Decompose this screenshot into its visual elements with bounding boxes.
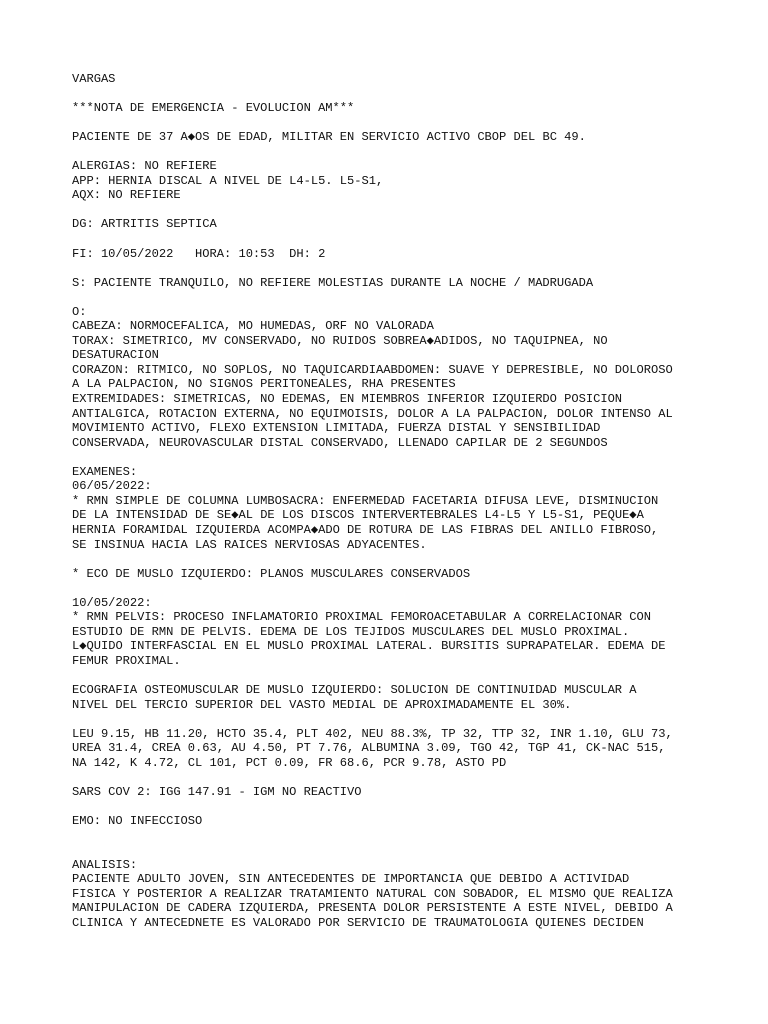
doc-line: HERNIA FORAMIDAL IZQUIERDA ACOMPA◆ADO DE ROTURA DE LAS FIBRAS DEL ANILLO FIBROSO, xyxy=(72,522,659,537)
doc-line: ALERGIAS: NO REFIERE xyxy=(72,159,217,174)
doc-line: CLINICA Y ANTECEDNETE ES VALORADO POR SERVICIO DE TRAUMATOLOGIA QUIENES DECIDEN xyxy=(72,915,644,930)
blank-line xyxy=(72,668,712,683)
doc-line: ESTUDIO DE RMN DE PELVIS. EDEMA DE LOS TEJIDOS MUSCULARES DEL MUSLO PROXIMAL. xyxy=(72,624,630,639)
doc-line: L◆QUIDO INTERFASCIAL EN EL MUSLO PROXIMAL LATERAL. BURSITIS SUPRAPATELAR. EDEMA DE xyxy=(72,639,666,654)
doc-line: PACIENTE DE 37 A◆OS DE EDAD, MILITAR EN SERVICIO ACTIVO CBOP DEL BC 49. xyxy=(72,130,586,145)
doc-line: PACIENTE ADULTO JOVEN, SIN ANTECEDENTES DE IMPORTANCIA QUE DEBIDO A ACTIVIDAD xyxy=(72,872,630,887)
blank-line xyxy=(72,581,712,596)
blank-line xyxy=(72,799,712,814)
doc-line: APP: HERNIA DISCAL A NIVEL DE L4-L5. L5-S1, xyxy=(72,173,384,188)
blank-line xyxy=(72,116,712,131)
doc-line: FI: 10/05/2022 HORA: 10:53 DH: 2 xyxy=(72,246,326,261)
doc-line: MOVIMIENTO ACTIVO, FLEXO EXTENSION LIMITADA, FUERZA DISTAL Y SENSIBILIDAD xyxy=(72,421,601,436)
doc-line: FEMUR PROXIMAL. xyxy=(72,653,181,668)
doc-line: NIVEL DEL TERCIO SUPERIOR DEL VASTO MEDIAL DE APROXIMADAMENTE EL 30%. xyxy=(72,697,572,712)
doc-line: A LA PALPACION, NO SIGNOS PERITONEALES, RHA PRESENTES xyxy=(72,377,456,392)
doc-line: LEU 9.15, HB 11.20, HCTO 35.4, PLT 402, NEU 88.3%, TP 32, TTP 32, INR 1.10, GLU 73, xyxy=(72,726,673,741)
doc-line: MANIPULACION DE CADERA IZQUIERDA, PRESENTA DOLOR PERSISTENTE A ESTE NIVEL, DEBIDO A xyxy=(72,901,673,916)
blank-line xyxy=(72,712,712,727)
doc-line: EMO: NO INFECCIOSO xyxy=(72,813,203,828)
doc-line: O: xyxy=(72,304,87,319)
doc-line: FISICA Y POSTERIOR A REALIZAR TRATAMIENTO NATURAL CON SOBADOR, EL MISMO QUE REALIZA xyxy=(72,886,673,901)
doc-line: SE INSINUA HACIA LAS RAICES NERVIOSAS ADYACENTES. xyxy=(72,537,427,552)
doc-line: CORAZON: RITMICO, NO SOPLOS, NO TAQUICARDIAABDOMEN: SUAVE Y DEPRESIBLE, NO DOLOROSO xyxy=(72,362,673,377)
doc-line: NA 142, K 4.72, CL 101, PCT 0.09, FR 68.6, PCR 9.78, ASTO PD xyxy=(72,755,507,770)
doc-line: TORAX: SIMETRICO, MV CONSERVADO, NO RUIDOS SOBREA◆ADIDOS, NO TAQUIPNEA, NO xyxy=(72,333,608,348)
doc-line: DESATURACION xyxy=(72,348,159,363)
doc-line: VARGAS xyxy=(72,72,116,86)
doc-line: DG: ARTRITIS SEPTICA xyxy=(72,217,217,232)
blank-line xyxy=(72,203,712,218)
blank-line xyxy=(72,552,712,567)
blank-line xyxy=(72,87,712,102)
doc-line: DE LA INTENSIDAD DE SE◆AL DE LOS DISCOS INTERVERTEBRALES L4-L5 Y L5-S1, PEQUE◆A xyxy=(72,508,644,523)
doc-line: ***NOTA DE EMERGENCIA - EVOLUCION AM*** xyxy=(72,101,355,116)
doc-line: * ECO DE MUSLO IZQUIERDO: PLANOS MUSCULARES CONSERVADOS xyxy=(72,566,471,581)
doc-line: 10/05/2022: xyxy=(72,595,152,610)
doc-line: * RMN SIMPLE DE COLUMNA LUMBOSACRA: ENFERMEDAD FACETARIA DIFUSA LEVE, DISMINUCION xyxy=(72,493,659,508)
blank-line xyxy=(72,770,712,785)
doc-line: ANTIALGICA, ROTACION EXTERNA, NO EQUIMOISIS, DOLOR A LA PALPACION, DOLOR INTENSO AL xyxy=(72,406,673,421)
blank-line xyxy=(72,261,712,276)
blank-line xyxy=(72,145,712,160)
doc-line: ANALISIS: xyxy=(72,857,138,872)
doc-line: UREA 31.4, CREA 0.63, AU 4.50, PT 7.76, ALBUMINA 3.09, TGO 42, TGP 41, CK-NAC 515, xyxy=(72,741,666,756)
doc-line: EXTREMIDADES: SIMETRICAS, NO EDEMAS, EN MIEMBROS INFERIOR IZQUIERDO POSICION xyxy=(72,392,623,407)
blank-line xyxy=(72,290,712,305)
doc-line: SARS COV 2: IGG 147.91 - IGM NO REACTIVO xyxy=(72,784,362,799)
doc-line: 06/05/2022: xyxy=(72,479,152,494)
doc-line: * RMN PELVIS: PROCESO INFLAMATORIO PROXIMAL FEMOROACETABULAR A CORRELACIONAR CON xyxy=(72,610,651,625)
doc-line: EXAMENES: xyxy=(72,464,138,479)
doc-line: S: PACIENTE TRANQUILO, NO REFIERE MOLESTIAS DURANTE LA NOCHE / MADRUGADA xyxy=(72,275,594,290)
blank-line xyxy=(72,828,712,843)
doc-line: CABEZA: NORMOCEFALICA, MO HUMEDAS, ORF NO VALORADA xyxy=(72,319,434,334)
blank-line xyxy=(72,450,712,465)
doc-line: AQX: NO REFIERE xyxy=(72,188,181,203)
blank-line xyxy=(72,843,712,858)
document-body xyxy=(72,72,712,930)
doc-line: ECOGRAFIA OSTEOMUSCULAR DE MUSLO IZQUIERDO: SOLUCION DE CONTINUIDAD MUSCULAR A xyxy=(72,682,637,697)
blank-line xyxy=(72,232,712,247)
doc-line: CONSERVADA, NEUROVASCULAR DISTAL CONSERVADO, LLENADO CAPILAR DE 2 SEGUNDOS xyxy=(72,435,608,450)
